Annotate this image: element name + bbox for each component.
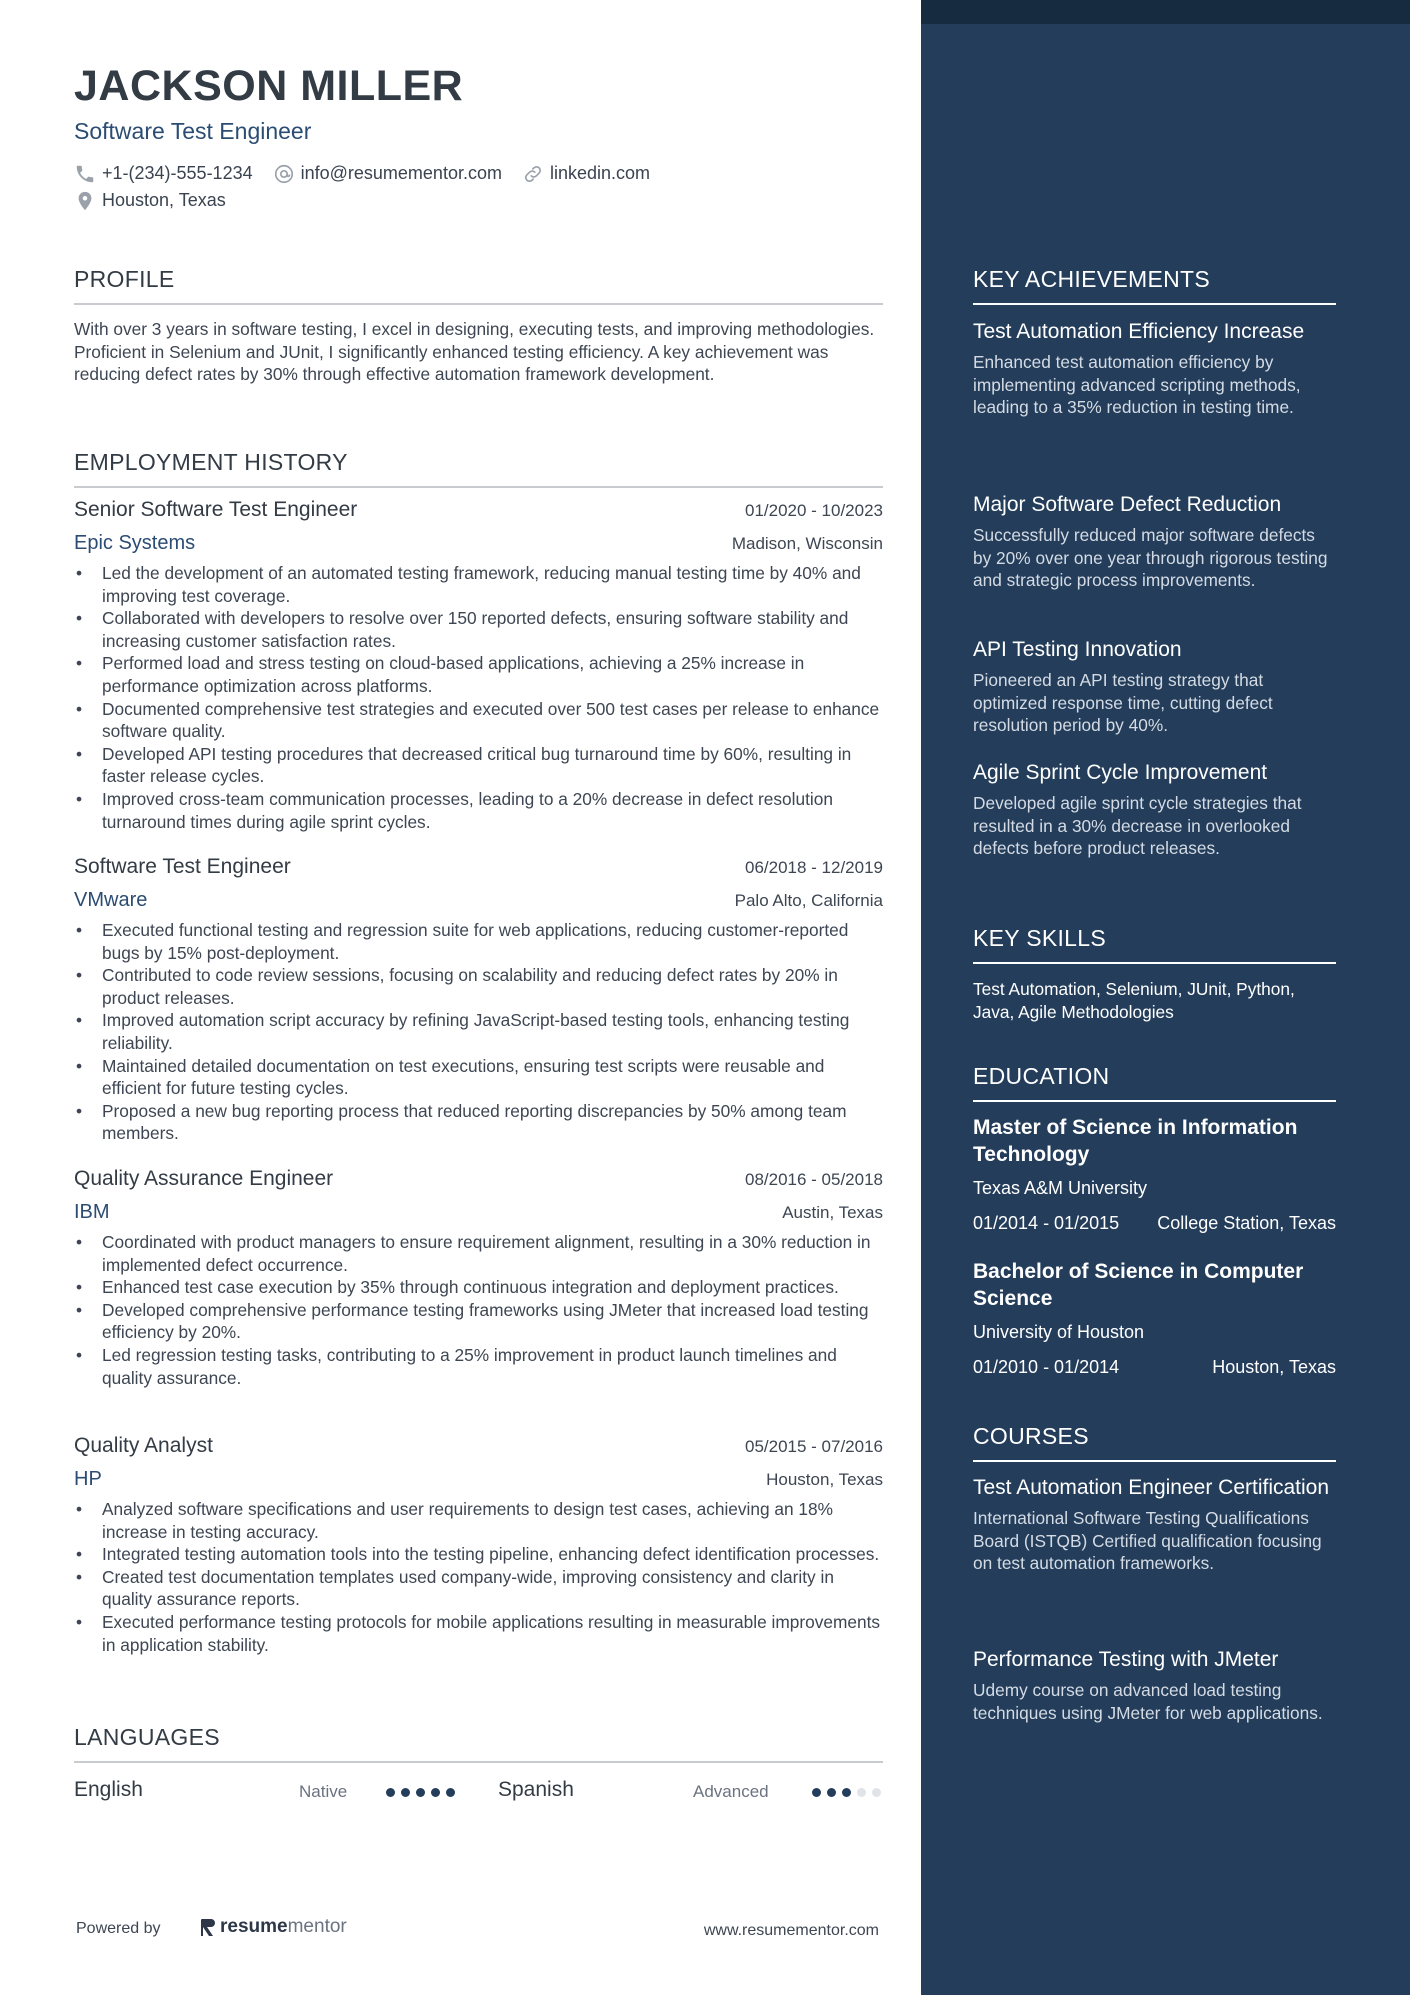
job-bullet: • Contributed to code review sessions, focusing on scalability and reducing defect rates by 20% in product releases. xyxy=(74,964,883,1009)
education-school: Texas A&M University xyxy=(973,1178,1148,1198)
skills-heading: KEY SKILLS xyxy=(973,925,1336,964)
achievements-heading: KEY ACHIEVEMENTS xyxy=(973,266,1336,305)
language-rating xyxy=(812,1788,887,1797)
achievement-item xyxy=(973,318,1336,419)
at-icon xyxy=(273,163,295,185)
course-item xyxy=(973,1646,1336,1724)
education-heading: EDUCATION xyxy=(973,1063,1336,1102)
education-item xyxy=(973,1114,1336,1234)
achievement-desc: Pioneered an API testing strategy that optimized response time, cutting defect resolution period by 40%. xyxy=(973,670,1273,736)
sidebar xyxy=(921,0,1410,1995)
job-bullet: • Improved cross-team communication processes, leading to a 20% decrease in defect resolution turnaround times during agile sprint cycles. xyxy=(74,788,883,833)
candidate-title: Software Test Engineer xyxy=(74,118,312,144)
course-title: Performance Testing with JMeter xyxy=(973,1648,1279,1671)
achievement-desc: Successfully reduced major software defects by 20% over one year through rigorous testing and strategic process improvements. xyxy=(973,525,1328,591)
link-icon xyxy=(522,163,544,185)
job-bullet: • Executed functional testing and regression suite for web applications, reducing customer-reported bugs by 15% post-deployment. xyxy=(74,919,883,964)
course-desc: International Software Testing Qualifications Board (ISTQB) Certified qualification focusing on test automation frameworks. xyxy=(973,1508,1322,1574)
job-bullet: • Coordinated with product managers to ensure requirement alignment, resulting in a 30% reduction in implemented defect occurrence. xyxy=(74,1231,883,1276)
rating-dot-filled xyxy=(386,1788,395,1797)
job-date: 01/2020 - 10/2023 xyxy=(744,501,883,520)
job-bullets xyxy=(74,919,883,1145)
language-name: Spanish xyxy=(498,1778,574,1801)
course-item xyxy=(973,1474,1336,1575)
logo-text-mentor: mentor xyxy=(287,1916,347,1937)
skills-text: Test Automation, Selenium, JUnit, Python, Java, Agile Methodologies xyxy=(973,979,1295,1022)
achievement-desc: Developed agile sprint cycle strategies that resulted in a 30% decrease in overlooked defects before product releases. xyxy=(973,793,1302,859)
resumementor-logo[interactable] xyxy=(200,1916,347,1938)
course-title: Test Automation Engineer Certification xyxy=(973,1476,1330,1499)
achievement-title: Major Software Defect Reduction xyxy=(973,493,1282,516)
sidebar-top-band xyxy=(921,0,1410,24)
linkedin-item[interactable] xyxy=(522,163,650,185)
job-date: 06/2018 - 12/2019 xyxy=(744,858,883,877)
location-text: Houston, Texas xyxy=(102,190,226,210)
job-bullet: • Collaborated with developers to resolve over 150 reported defects, ensuring software stability and increasing customer satisfaction rates. xyxy=(74,607,883,652)
education-item xyxy=(973,1258,1336,1378)
rating-dot-filled xyxy=(812,1788,821,1797)
language-level: Advanced xyxy=(693,1782,769,1801)
rating-dot-empty xyxy=(857,1788,866,1797)
phone-item xyxy=(74,163,253,185)
phone-icon xyxy=(74,163,96,185)
job-title: Quality Assurance Engineer xyxy=(74,1167,334,1190)
job-bullet: • Analyzed software specifications and user requirements to design test cases, achieving an 18% increase in testing accuracy. xyxy=(74,1498,883,1543)
job-bullet: • Performed load and stress testing on cloud-based applications, achieving a 25% increase in performance optimization across platforms. xyxy=(74,652,883,697)
job-bullet: • Led regression testing tasks, contributing to a 25% improvement in product launch timelines and quality assurance. xyxy=(74,1344,883,1389)
rating-dot-filled xyxy=(416,1788,425,1797)
rating-dot-filled xyxy=(446,1788,455,1797)
education-degree: Bachelor of Science in Computer Science xyxy=(973,1260,1304,1310)
job-bullets xyxy=(74,1231,883,1389)
language-level: Native xyxy=(299,1782,348,1801)
achievement-title: Agile Sprint Cycle Improvement xyxy=(973,761,1268,784)
email-text[interactable]: info@resumementor.com xyxy=(300,163,502,183)
job-entry xyxy=(74,498,883,833)
job-company: IBM xyxy=(74,1201,110,1223)
achievement-title: API Testing Innovation xyxy=(973,638,1182,661)
rating-dot-empty xyxy=(872,1788,881,1797)
job-title: Quality Analyst xyxy=(74,1434,213,1457)
linkedin-text[interactable]: linkedin.com xyxy=(549,163,651,183)
job-location: Madison, Wisconsin xyxy=(731,534,883,553)
job-bullet: • Enhanced test case execution by 35% through continuous integration and deployment practices. xyxy=(74,1276,883,1299)
job-entry xyxy=(74,855,883,1145)
courses-heading: COURSES xyxy=(973,1423,1336,1462)
job-title: Software Test Engineer xyxy=(74,855,291,878)
job-bullet: • Improved automation script accuracy by refining JavaScript-based testing tools, enhancing testing reliability. xyxy=(74,1009,883,1054)
education-date: 01/2014 - 01/2015 xyxy=(973,1213,1120,1233)
job-company: Epic Systems xyxy=(74,532,196,554)
job-bullet: • Maintained detailed documentation on test executions, ensuring test scripts were reusable and efficient for future testing cycles. xyxy=(74,1055,883,1100)
rating-dot-filled xyxy=(431,1788,440,1797)
education-degree: Master of Science in Information Technology xyxy=(973,1116,1298,1166)
website-link[interactable]: www.resumementor.com xyxy=(703,1922,879,1939)
education-school: University of Houston xyxy=(973,1322,1145,1342)
language-rating xyxy=(386,1788,461,1797)
job-date: 08/2016 - 05/2018 xyxy=(744,1170,883,1189)
job-company: VMware xyxy=(74,889,148,911)
contact-info xyxy=(74,160,670,214)
education-date: 01/2010 - 01/2014 xyxy=(973,1357,1120,1377)
phone-text: +1-(234)-555-1234 xyxy=(102,163,253,183)
rating-dot-filled xyxy=(401,1788,410,1797)
achievement-title: Test Automation Efficiency Increase xyxy=(973,320,1305,343)
achievement-item xyxy=(973,636,1336,737)
powered-by-text: Powered by xyxy=(76,1920,161,1937)
course-desc: Udemy course on advanced load testing techniques using JMeter for web applications. xyxy=(973,1680,1323,1723)
rating-dot-filled xyxy=(842,1788,851,1797)
rating-dot-filled xyxy=(827,1788,836,1797)
job-location: Houston, Texas xyxy=(766,1470,883,1489)
location-pin-icon xyxy=(74,190,96,212)
education-location: College Station, Texas xyxy=(1157,1213,1336,1233)
job-bullet: • Developed comprehensive performance testing frameworks using JMeter that increased load testing efficiency by 20%. xyxy=(74,1299,883,1344)
job-title: Senior Software Test Engineer xyxy=(74,498,358,521)
job-bullet: • Led the development of an automated testing framework, reducing manual testing time by 40% and improving test coverage. xyxy=(74,562,883,607)
job-bullets xyxy=(74,562,883,833)
location-item xyxy=(74,190,226,212)
job-bullet: • Created test documentation templates used company-wide, improving consistency and clarity in quality assurance reports. xyxy=(74,1566,883,1611)
profile-text: With over 3 years in software testing, I excel in designing, executing tests, and improving methodologies. Proficient in Selenium and JUnit, I significantly enhanced testing efficiency. A key achievement was reducing defect rates by 30% through effective automation framework development. xyxy=(74,319,875,385)
job-entry xyxy=(74,1167,883,1389)
job-bullet: • Developed API testing procedures that decreased critical bug turnaround time by 60%, resulting in faster release cycles. xyxy=(74,743,883,788)
job-bullet: • Documented comprehensive test strategies and executed over 500 test cases per release to enhance software quality. xyxy=(74,698,883,743)
achievement-item xyxy=(973,491,1336,592)
job-bullet: • Executed performance testing protocols for mobile applications resulting in measurable improvements in application stability. xyxy=(74,1611,883,1656)
employment-heading: EMPLOYMENT HISTORY xyxy=(74,449,883,488)
job-location: Austin, Texas xyxy=(782,1203,883,1222)
resumementor-logo-icon xyxy=(200,1918,216,1937)
language-name: English xyxy=(74,1778,143,1801)
job-bullet: • Proposed a new bug reporting process that reduced reporting discrepancies by 50% among team members. xyxy=(74,1100,883,1145)
job-date: 05/2015 - 07/2016 xyxy=(744,1437,883,1456)
languages-row xyxy=(74,1774,883,1808)
job-bullets xyxy=(74,1498,883,1656)
achievement-desc: Enhanced test automation efficiency by implementing advanced scripting methods, leading to a 35% reduction in testing time. xyxy=(973,352,1301,418)
achievement-item xyxy=(973,759,1336,860)
job-company: HP xyxy=(74,1468,102,1490)
languages-heading: LANGUAGES xyxy=(74,1724,883,1763)
job-location: Palo Alto, California xyxy=(734,891,883,910)
job-bullet: • Integrated testing automation tools into the testing pipeline, enhancing defect identification processes. xyxy=(74,1543,883,1566)
education-location: Houston, Texas xyxy=(1212,1357,1336,1377)
footer xyxy=(76,1916,879,1946)
job-entry xyxy=(74,1434,883,1656)
email-item[interactable] xyxy=(273,163,502,185)
logo-text-resume: resume xyxy=(220,1916,288,1937)
profile-heading: PROFILE xyxy=(74,266,883,305)
candidate-name: JACKSON MILLER xyxy=(74,62,464,110)
